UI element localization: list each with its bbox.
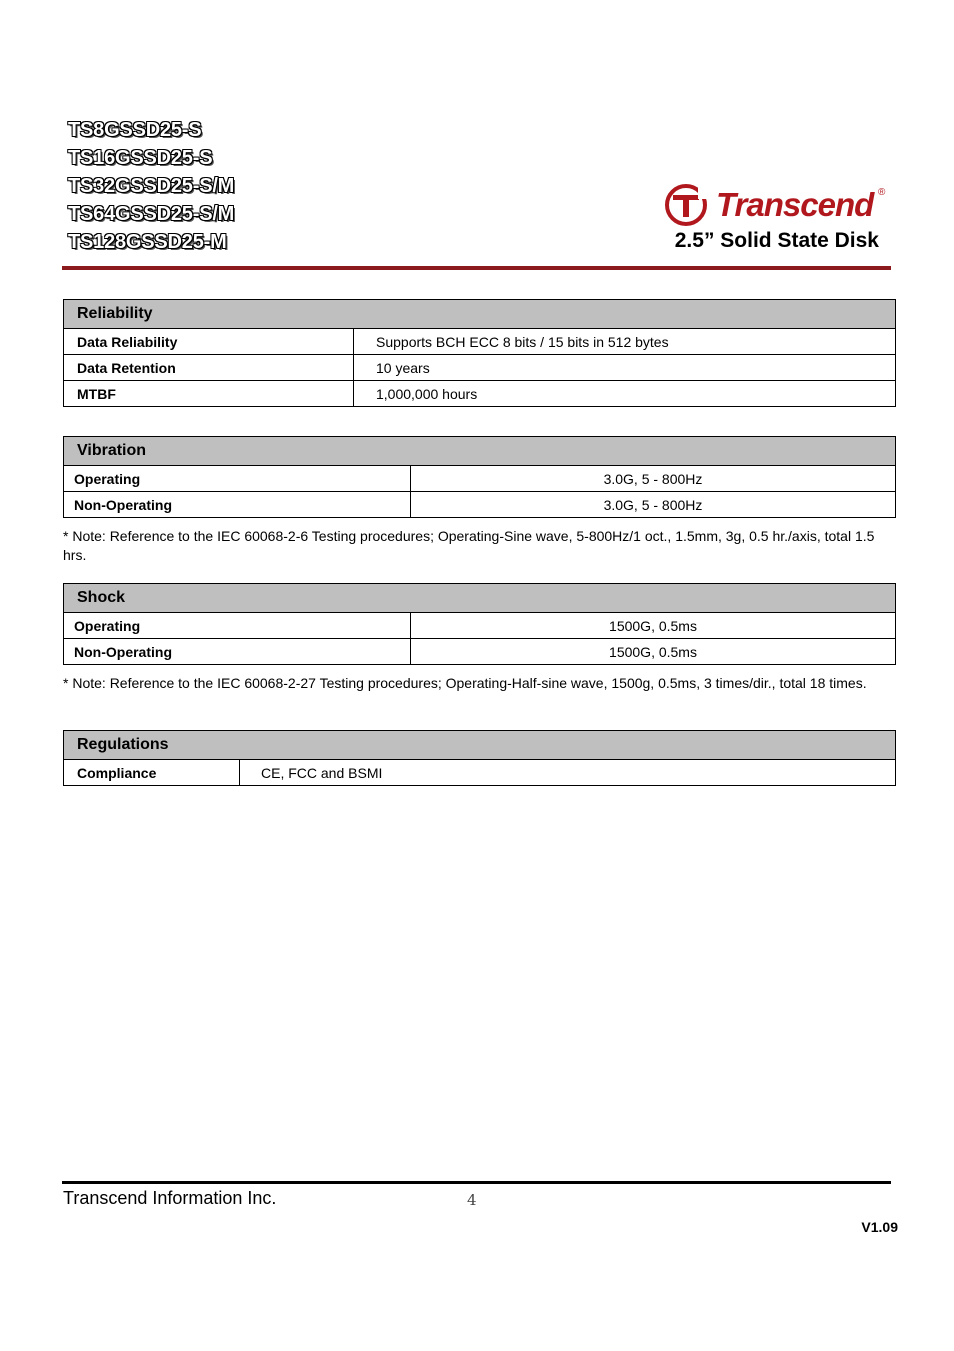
model-name: TS8GSSD25-S [68,119,202,141]
footer-divider [62,1181,891,1184]
row-label: Data Retention [64,355,354,381]
row-label: Operating [64,613,411,639]
model-name: TS32GSSD25-S/M [68,175,235,197]
row-value: 10 years [354,355,896,381]
product-subtitle: 2.5” Solid State Disk [674,229,879,252]
registered-mark: ® [878,187,886,198]
header-divider [62,266,891,270]
transcend-logo [664,183,894,227]
table-row [64,492,896,518]
document-version: V1.09 [861,1219,898,1235]
table-row [64,613,896,639]
row-label: Operating [64,466,411,492]
table-title: Regulations [64,731,896,760]
table-row [64,639,896,665]
company-name: Transcend Information Inc. [63,1188,277,1208]
row-value: 3.0G, 5 - 800Hz [411,492,896,518]
model-list [68,116,234,256]
vibration-table [63,436,896,518]
reliability-table [63,299,896,407]
row-value: 3.0G, 5 - 800Hz [411,466,896,492]
row-value: 1,000,000 hours [354,381,896,407]
row-value: 1500G, 0.5ms [411,639,896,665]
logo-wordmark: Transcend [716,186,874,223]
model-name: TS16GSSD25-S [68,147,213,169]
shock-table [63,583,896,665]
table-row [64,329,896,355]
row-value: CE, FCC and BSMI [240,760,896,786]
transcend-t-icon [664,183,710,227]
row-label: Non-Operating [64,492,411,518]
model-name: TS64GSSD25-S/M [68,203,235,225]
table-row [64,381,896,407]
table-row [64,760,896,786]
shock-note: * Note: Reference to the IEC 60068-2-27 Testing procedures; Operating-Half-sine wave, 1500g, 0.5ms, 3 times/dir., total 18 times. [63,675,867,691]
table-title: Vibration [64,437,896,466]
table-row [64,355,896,381]
table-title: Shock [64,584,896,613]
model-name: TS128GSSD25-M [68,231,227,253]
table-row [64,466,896,492]
vibration-note: * Note: Reference to the IEC 60068-2-6 Testing procedures; Operating-Sine wave, 5-800Hz/1 oct., 1.5mm, 3g, 0.5 hr./axis, total 1.5 hrs. [63,528,875,563]
row-value: 1500G, 0.5ms [411,613,896,639]
row-label: Compliance [64,760,240,786]
regulations-table [63,730,896,786]
row-value: Supports BCH ECC 8 bits / 15 bits in 512 bytes [354,329,896,355]
row-label: Data Reliability [64,329,354,355]
page-number: 4 [467,1191,477,1209]
row-label: Non-Operating [64,639,411,665]
row-label: MTBF [64,381,354,407]
table-title: Reliability [64,300,896,329]
